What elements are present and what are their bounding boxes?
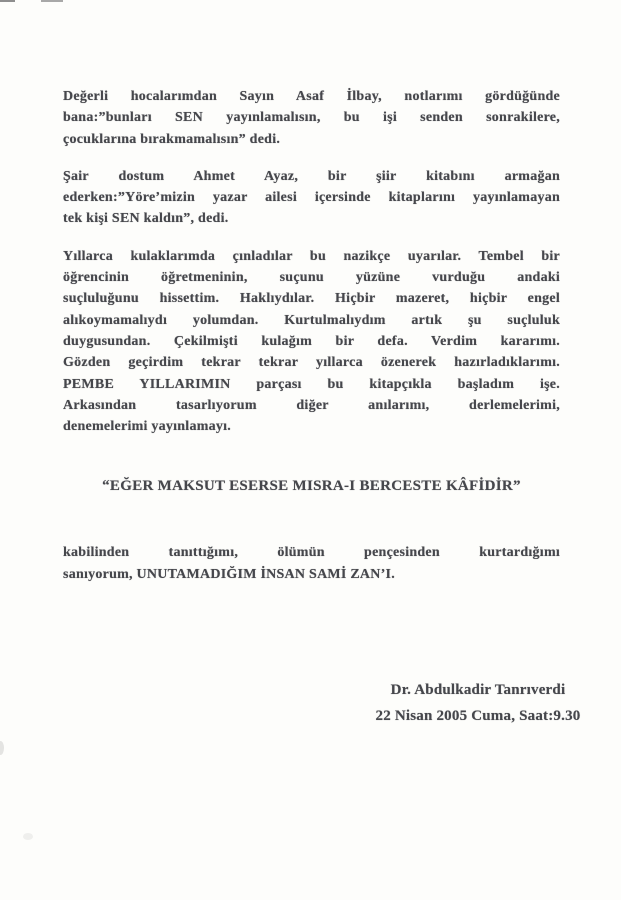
- text-line: öğrencinin öğretmeninin, suçunu yüzüne vurduğu andaki: [63, 270, 560, 286]
- scan-artifact-top-edge-1: [0, 0, 15, 2]
- text-line: Arkasından tasarlıyorum diğer anılarımı, derlemelerimi,: [63, 397, 560, 413]
- paragraph-1: [63, 86, 560, 150]
- author-name: Dr. Abdulkadir Tanrıverdi: [390, 682, 566, 698]
- text-line: tek kişi SEN kaldın”, dedi.: [63, 211, 229, 227]
- text-line: denemelerimi yayınlamayı.: [63, 419, 232, 435]
- date-time-line: 22 Nisan 2005 Cuma, Saat:9.30: [375, 708, 581, 724]
- text-line: suçluluğunu hissettim. Haklıydılar. Hiçbir mazeret, hiçbir engel: [63, 291, 560, 307]
- text-line: Şair dostum Ahmet Ayaz, bir şiir kitabını armağan: [63, 168, 560, 184]
- paragraph-2: [63, 166, 560, 230]
- document-text: [63, 86, 560, 601]
- text-line: bana:”bunları SEN yayınlamalısın, bu işi senden sonrakilere,: [63, 110, 560, 126]
- text-line: PEMBE YILLARIMIN parçası bu kitapçıkla başladım işe.: [63, 376, 560, 392]
- centered-epigraph: “EĞER MAKSUT ESERSE MISRA-I BERCESTE KÂFİDİR”: [102, 478, 521, 495]
- text-line: Yıllarca kulaklarımda çınladılar bu nazikçe uyarılar. Tembel bir: [63, 248, 560, 264]
- text-line: ederken:”Yöre’mizin yazar ailesi içersinde kitaplarını yayınlamayan: [63, 190, 560, 206]
- paragraph-3: [63, 246, 560, 438]
- scan-artifact-smudge: [23, 833, 33, 840]
- signature-block: [352, 682, 604, 725]
- text-line: Gözden geçirdim tekrar tekrar yıllarca özenerek hazırladıklarımı.: [63, 355, 560, 371]
- text-line: Değerli hocalarımdan Sayın Asaf İlbay, notlarımı gördüğünde: [63, 89, 560, 104]
- scan-artifact-top-edge-2: [41, 0, 63, 2]
- text-line: duygusundan. Çekilmişti kulağım bir defa. Verdim kararımı.: [63, 333, 560, 349]
- text-line: kabilinden tanıttığımı, ölümün pençesinden kurtardığımı: [63, 545, 560, 561]
- scan-artifact-left-edge: [0, 741, 4, 755]
- text-line: alıkoymamalıydı yolumdan. Kurtulmalıydım artık şu suçluluk: [63, 312, 560, 328]
- closing-paragraph: [63, 542, 560, 585]
- text-line: sanıyorum, UNUTAMADIĞIM İNSAN SAMİ ZAN’I.: [63, 566, 396, 582]
- text-line: çocuklarına bırakmamalısın” dedi.: [63, 131, 281, 147]
